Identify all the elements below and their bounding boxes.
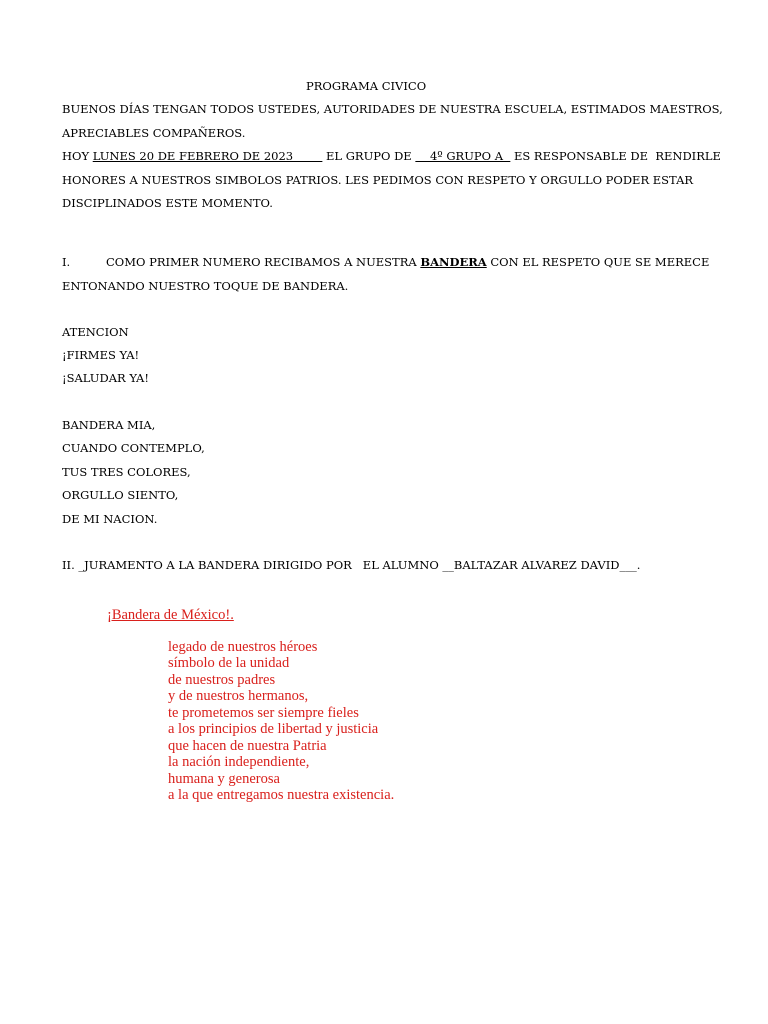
poem-line-4: ORGULLO SIENTO,: [62, 488, 179, 502]
page-title: PROGRAMA CIVICO: [306, 79, 427, 93]
poem-line-3: TUS TRES COLORES,: [62, 465, 191, 479]
poem-line-2: CUANDO CONTEMPLO,: [62, 441, 205, 455]
intro-line-2: APRECIABLES COMPAÑEROS.: [62, 126, 246, 140]
intro-line-5: DISCIPLINADOS ESTE MOMENTO.: [62, 196, 273, 210]
section-1-line-2: ENTONANDO NUESTRO TOQUE DE BANDERA.: [62, 279, 349, 293]
bandera-word: BANDERA: [420, 255, 487, 269]
section-1-line-1: COMO PRIMER NUMERO RECIBAMOS A NUESTRA BANDERA CON EL RESPETO QUE SE MERECE: [106, 255, 710, 269]
group-field: 4º GRUPO A: [415, 149, 511, 163]
command-attention: ATENCION: [62, 325, 129, 339]
intro-line-4: HONORES A NUESTROS SIMBOLOS PATRIOS. LES PEDIMOS CON RESPETO Y ORGULLO PODER ESTAR: [62, 173, 694, 187]
command-firmes: ¡FIRMES YA!: [62, 348, 140, 362]
oath-heading: ¡Bandera de México!.: [107, 607, 234, 623]
intro-line-1: BUENOS DÍAS TENGAN TODOS USTEDES, AUTORIDADES DE NUESTRA ESCUELA, ESTIMADOS MAESTROS,: [62, 102, 723, 116]
poem-line-5: DE MI NACION.: [62, 512, 158, 526]
intro-line-3: HOY LUNES 20 DE FEBRERO DE 2023 EL GRUPO DE 4º GRUPO A ES RESPONSABLE DE RENDIRLE: [62, 149, 721, 163]
oath-line-4: y de nuestros hermanos,: [168, 688, 309, 704]
oath-line-6: a los principios de libertad y justicia: [168, 721, 379, 737]
date-field: LUNES 20 DE FEBRERO DE 2023: [92, 149, 323, 163]
command-saludar: ¡SALUDAR YA!: [62, 371, 149, 385]
student-name: __BALTAZAR ALVAREZ DAVID___: [442, 558, 637, 572]
poem-line-1: BANDERA MIA,: [62, 418, 156, 432]
section-1-number: I.: [62, 255, 71, 269]
oath-line-2: símbolo de la unidad: [168, 655, 290, 671]
oath-line-5: te prometemos ser siempre fieles: [168, 705, 359, 721]
oath-line-10: a la que entregamos nuestra existencia.: [168, 787, 395, 803]
oath-line-1: legado de nuestros héroes: [168, 639, 318, 655]
oath-line-9: humana y generosa: [168, 771, 280, 787]
oath-line-8: la nación independiente,: [168, 754, 310, 770]
oath-line-3: de nuestros padres: [168, 672, 276, 688]
section-2-line: II. _JURAMENTO A LA BANDERA DIRIGIDO POR EL ALUMNO __BALTAZAR ALVAREZ DAVID___.: [62, 558, 641, 572]
oath-line-7: que hacen de nuestra Patria: [168, 738, 327, 754]
